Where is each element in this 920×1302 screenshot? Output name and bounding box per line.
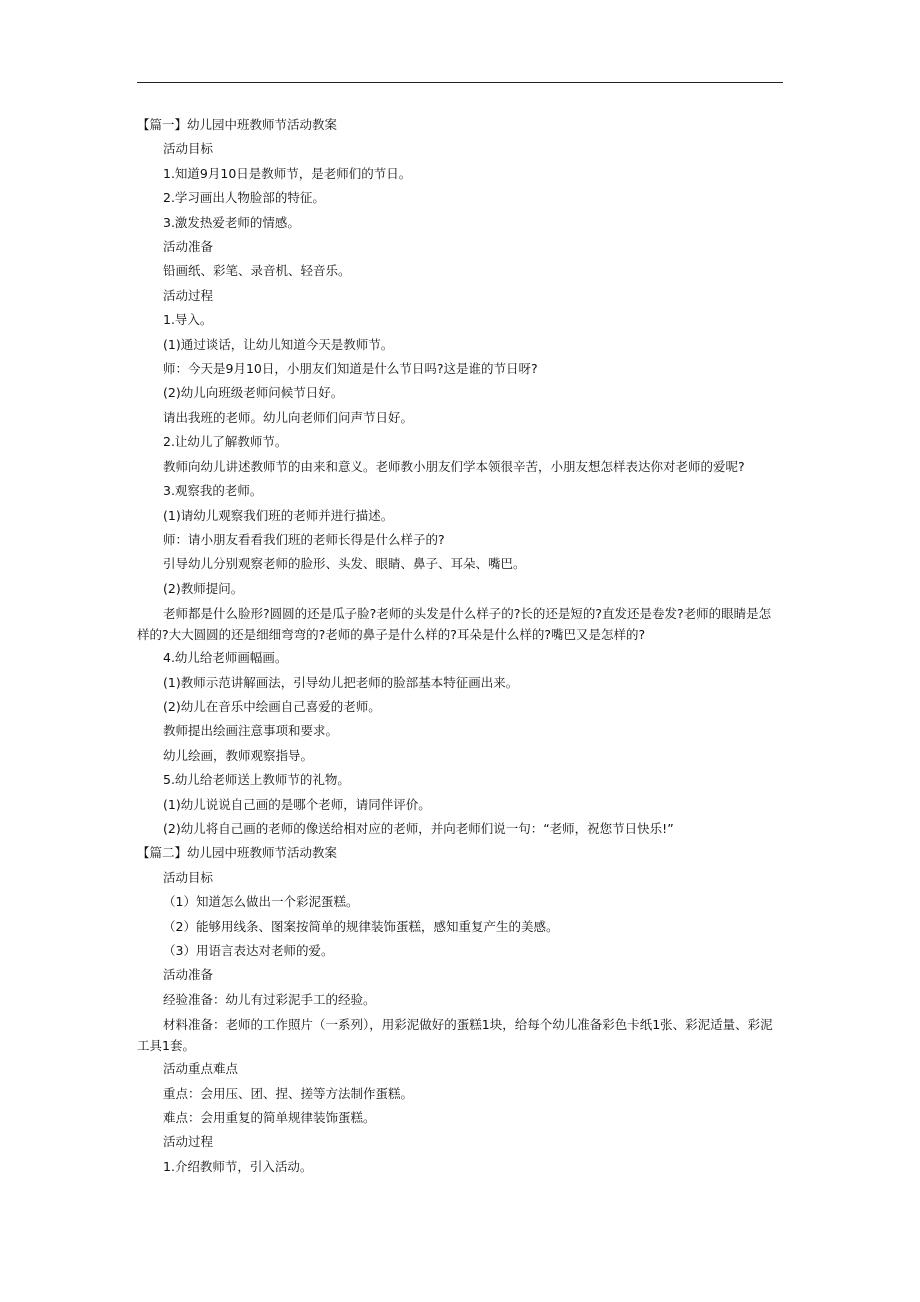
paragraph: 引导幼儿分别观察老师的脸形、头发、眼睛、鼻子、耳朵、嘴巴。 [163,556,526,572]
paragraph: （2）能够用线条、图案按简单的规律装饰蛋糕，感知重复产生的美感。 [163,918,559,934]
paragraph: 4.幼儿给老师画幅画。 [163,650,288,666]
header-rule [137,82,783,83]
paragraph: 老师都是什么脸形?圆圆的还是瓜子脸?老师的头发是什么样子的?长的还是短的?直发还是卷发?老师的眼睛是怎样的?大大圆圆的还是细细弯弯的?老师的鼻子是什么样的?耳朵是什么样的?嘴巴又是怎样的? [137,606,772,643]
paragraph: 2.学习画出人物脸部的特征。 [163,190,325,206]
paragraph: (2)幼儿将自己画的老师的像送给相对应的老师，并向老师们说一句：“老师，祝您节日快乐!” [163,820,674,836]
paragraph: 师：今天是9月10日，小朋友们知道是什么节日吗?这是谁的节日呀? [163,361,538,377]
paragraph: 活动过程 [163,287,214,303]
paragraph: 2.让幼儿了解教师节。 [163,434,288,450]
paragraph: (2)幼儿向班级老师问候节日好。 [163,385,344,401]
paragraph: 难点：会用重复的简单规律装饰蛋糕。 [163,1110,376,1126]
paragraph: 幼儿绘画，教师观察指导。 [163,747,314,763]
paragraph: (1)通过谈话，让幼儿知道今天是教师节。 [163,336,394,352]
paragraph: 1.导入。 [163,312,213,328]
section-heading: 【篇一】幼儿园中班教师节活动教案 [137,117,338,132]
paragraph: 师：请小朋友看看我们班的老师长得是什么样子的? [163,531,445,547]
paragraph: (1)请幼儿观察我们班的老师并进行描述。 [163,507,394,523]
paragraph: 请出我班的老师。幼儿向老师们问声节日好。 [163,409,414,425]
paragraph: 活动重点难点 [163,1061,239,1077]
paragraph: 活动准备 [163,239,214,255]
paragraph: 活动目标 [163,869,214,885]
document-body [137,113,783,1179]
paragraph: 重点：会用压、团、捏、搓等方法制作蛋糕。 [163,1085,414,1101]
section-heading: 【篇二】幼儿园中班教师节活动教案 [137,845,338,861]
paragraph: 铅画纸、彩笔、录音机、轻音乐。 [163,263,351,279]
paragraph: （1）知道怎么做出一个彩泥蛋糕。 [163,894,359,910]
paragraph: 活动准备 [163,967,214,983]
paragraph: (1)幼儿说说自己画的是哪个老师，请同伴评价。 [163,796,431,812]
paragraph: 材料准备：老师的工作照片（一系列），用彩泥做好的蛋糕1块，给每个幼儿准备彩色卡纸1张、彩泥适量、彩泥工具1套。 [137,1017,773,1054]
paragraph: (2)幼儿在音乐中绘画自己喜爱的老师。 [163,698,381,714]
paragraph: 1.介绍教师节，引入活动。 [163,1158,313,1174]
paragraph: 3.观察我的老师。 [163,483,263,499]
paragraph: 经验准备：幼儿有过彩泥手工的经验。 [163,991,376,1007]
paragraph: （3）用语言表达对老师的爱。 [163,943,334,958]
paragraph: 活动过程 [163,1134,214,1150]
paragraph: 3.激发热爱老师的情感。 [163,214,300,230]
paragraph: (1)教师示范讲解画法，引导幼儿把老师的脸部基本特征画出来。 [163,674,519,690]
paragraph: 教师提出绘画注意事项和要求。 [163,723,339,739]
paragraph: (2)教师提问。 [163,580,244,596]
paragraph: 1.知道9月10日是教师节，是老师们的节日。 [163,165,412,181]
paragraph: 教师向幼儿讲述教师节的由来和意义。老师教小朋友们学本领很辛苦，小朋友想怎样表达你对老师的爱呢? [163,458,745,474]
paragraph: 活动目标 [163,141,214,157]
paragraph: 5.幼儿给老师送上教师节的礼物。 [163,772,350,788]
